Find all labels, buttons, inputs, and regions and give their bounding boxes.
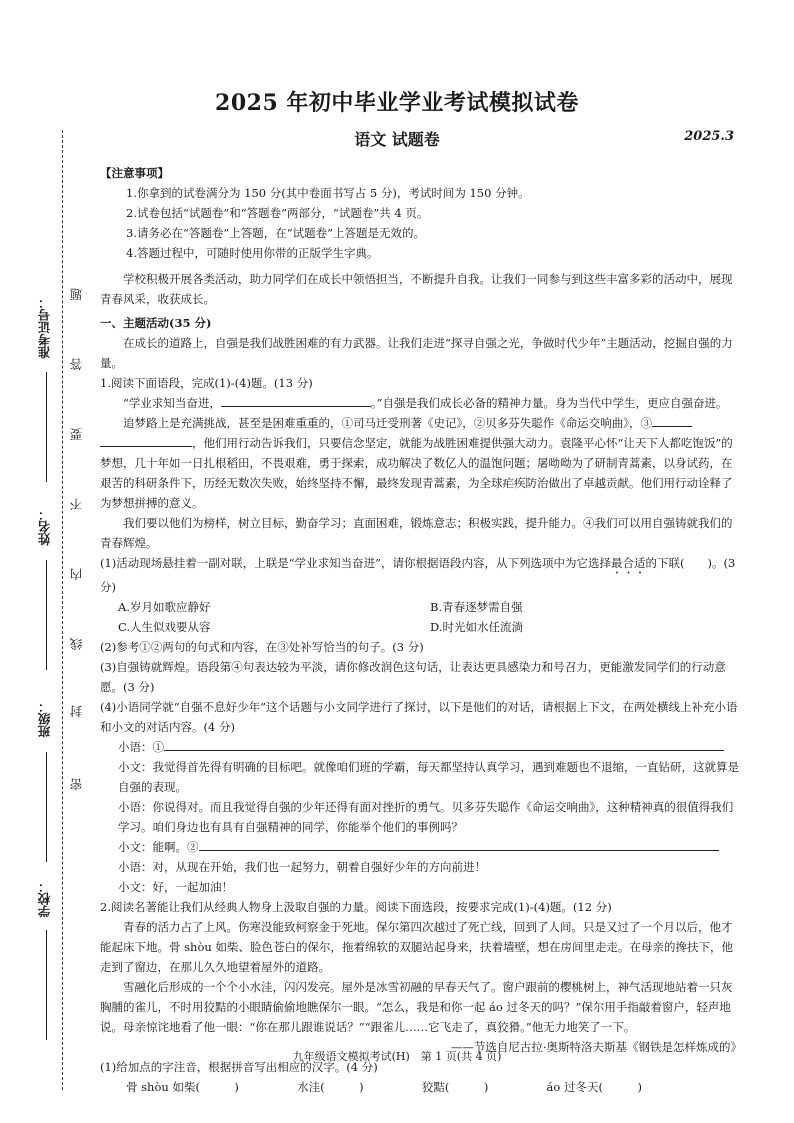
- dialogue-line: 小语：对，从现在开始，我们也一起努力，朝着自强好少年的方向前进！: [118, 860, 486, 874]
- notice-item: 3.请务必在“答题卷”上答题，在“试题卷”上答题是无效的。: [126, 226, 425, 240]
- name-label: 姓名：: [37, 508, 52, 546]
- exam-content: [100, 163, 742, 1097]
- notice-item: 4.答题过程中，可随时使用你带的正版学生字典。: [126, 246, 379, 260]
- section1-intro: 在成长的道路上，自强是我们战胜困难的有力武器。让我们走进“探寻自强之光，争做时代少年”主题活动，挖掘自强的力量。: [100, 336, 733, 370]
- q1-options: [100, 597, 742, 637]
- intro-paragraph: 学校积极开展各类活动，助力同学们在成长中领悟担当，不断提升自我。让我们一同参与到这些丰富多彩的活动中，展现青春风采，收获成长。: [100, 272, 733, 306]
- name-blank: [46, 560, 47, 670]
- dialogue-blank-2[interactable]: [199, 850, 719, 851]
- q1-blank-3b[interactable]: [100, 446, 192, 447]
- exam-number-blank: [46, 372, 47, 482]
- q1-para2-end: ，他们用行动告诉我们，只要信念坚定，就能为战胜困难提供强大动力。袁隆平心怀“让天下人都吃饱饭”的梦想，几十年如一日扎根稻田，不畏艰难，勇于探索，成功解决了数亿人的温饱问题；屠呦呦为了研制青蒿素，以身试药，在艰苦的科研条件下，历经无数次失败，始终坚持不懈，最终发现青蒿素，为全球疟疾防治做出了卓越贡献。他们用行动诠释了为梦想拼搏的意义。: [100, 436, 733, 510]
- section1-heading: 一、主题活动(35 分): [100, 316, 212, 330]
- q1-blank-3a[interactable]: [652, 426, 692, 427]
- dialogue-line: 小文：好，一起加油！: [118, 880, 233, 894]
- school-label: 学校：: [37, 880, 52, 918]
- q1-para1-start: “学业求知当奋进，: [123, 396, 221, 410]
- seal-char: 题: [69, 288, 84, 301]
- exam-date: 2025.3: [684, 129, 734, 144]
- q2-sub1: (1)给加点的字注音，根据拼音写出相应的汉字。(4 分): [100, 1060, 378, 1074]
- option-c[interactable]: C.人生似戏要从容: [118, 620, 211, 634]
- q1-title: 1.阅读下面语段，完成(1)-(4)题。(13 分): [100, 376, 313, 390]
- seal-char: 封: [69, 705, 84, 718]
- pinyin-item[interactable]: 水洼( ): [297, 1080, 364, 1094]
- q1-para2-start: 追梦路上是充满挑战，甚至是困难重重的，①司马迁受刑著《史记》，②贝多芬失聪作《命运交响曲》，③: [123, 416, 652, 430]
- q1-sub4: (4)小语同学就“自强不息好少年”这个话题与小文同学进行了探讨，以下是他们的对话，请根据上下文，在两处横线上补充小语和小文的对话内容。(4 分): [100, 700, 738, 734]
- option-b[interactable]: B.青春逐梦需自强: [430, 600, 523, 614]
- notice-item: 1.你拿到的试卷满分为 150 分(其中卷面书写占 5 分)，考试时间为 150 分钟。: [126, 186, 530, 200]
- school-blank: [46, 930, 47, 1040]
- notice-item: 2.试卷包括“试题卷”和“答题卷”两部分，“试题卷”共 4 页。: [126, 206, 429, 220]
- option-d[interactable]: D.时光如水任流淌: [430, 620, 523, 634]
- q1-sub1-end: 的下联( )。(3 分): [100, 556, 736, 594]
- q1-sub2: (2)参考①②两句的句式和内容，在③处补写恰当的句子。(3 分): [100, 640, 424, 654]
- pinyin-row: [100, 1077, 742, 1097]
- q1-blank-couplet[interactable]: [221, 406, 371, 407]
- pinyin-item[interactable]: 骨 shòu 如柴( ): [126, 1080, 239, 1094]
- dialogue-line: 小文：能啊。②: [118, 840, 199, 854]
- exam-number-label: 准考证号：: [37, 296, 52, 359]
- seal-char: 要: [69, 428, 84, 441]
- seal-char: 密: [69, 778, 84, 791]
- exam-title: 2025 年初中毕业学业考试模拟试卷: [215, 90, 579, 116]
- dialogue-line: 小文：我觉得首先得有明确的目标吧。就像咱们班的学霸，每天都坚持认真学习，遇到难题也不退缩，一直钻研，这就算是自强的表现。: [118, 760, 739, 794]
- binding-dashed-line: [62, 130, 63, 1090]
- notice-heading: 【注意事项】: [100, 166, 169, 180]
- seal-char: 不: [69, 498, 84, 511]
- pinyin-item[interactable]: 狡黠( ): [421, 1080, 489, 1094]
- seal-char: 线: [69, 638, 84, 651]
- dialogue-line: 小语：你说得对。而且我觉得自强的少年还得有面对挫折的勇气。贝多芬失聪作《命运交响曲》，这种精神真的很值得我们学习。咱们身边也有具有自强精神的同学，你能举个他们的事例吗？: [118, 800, 734, 834]
- q1-sub3: (3)自强铸就辉煌。语段第④句表达较为平淡，请你修改润色这句话，让表达更具感染力和号召力，更能激发同学们的行动意愿。(3 分): [100, 660, 726, 694]
- class-label: 班级：: [37, 700, 52, 738]
- class-blank: [46, 752, 47, 862]
- q2-para2: 雪融化后形成的一个个小水洼，闪闪发亮。屋外是冰雪初融的早春天气了。窗户跟前的樱桃树上，神气活现地站着一只灰胸脯的雀儿，不时用狡黠的小眼睛偷偷地瞧保尔一眼。“怎么，我是和你一起 áo 过冬天的吗？”保尔用手指敲着窗户，轻声地说。母亲惊诧地看了他一眼：“你在那儿跟谁说话？”“跟雀儿……它飞走了，真狡猾。”他无力地笑了一下。: [100, 980, 733, 1034]
- dialogue-blank-1[interactable]: [164, 750, 724, 751]
- q2-title: 2.阅读名著能让我们从经典人物身上汲取自强的力量。阅读下面选段，按要求完成(1)-(4)题。(12 分): [100, 900, 612, 914]
- dialogue-line: 小语：①: [118, 740, 164, 754]
- q1-sub1-emphasis: 最合适: [611, 556, 646, 570]
- q2-source: ——节选自尼古拉·奥斯特洛夫斯基《钢铁是怎样炼成的》: [450, 1040, 742, 1054]
- page-footer: 九年级语文模拟考试(H) 第 1 页(共 4 页): [292, 1050, 502, 1063]
- option-a[interactable]: A.岁月如歌应静好: [118, 600, 211, 614]
- pinyin-item[interactable]: áo 过冬天( ): [546, 1080, 642, 1094]
- seal-char: 答: [69, 358, 84, 371]
- q1-para1-end: 。”自强是我们成长必备的精神力量。身为当代中学生，更应自强奋进。: [370, 396, 728, 410]
- q2-para1: 青春的活力占了上风。伤寒没能致柯察金于死地。保尔第四次越过了死亡线，回到了人间。只是又过了一个月以后，他才能起床下地。骨 shòu 如柴、脸色苍白的保尔，拖着绵软的双腿站起身来，扶着墙壁，想在房间里走走。在母亲的搀扶下，他走到了窗边，在那儿久久地望着屋外的道路。: [100, 920, 733, 974]
- seal-char: 内: [69, 568, 84, 581]
- q1-para3: 我们要以他们为榜样，树立目标，勤奋学习；直面困难，锻炼意志；积极实践，提升能力。④我们可以用自强铸就我们的青春辉煌。: [100, 516, 733, 550]
- q1-sub1-start: (1)活动现场悬挂着一副对联，上联是“学业求知当奋进”，请你根据语段内容，从下列选项中为它选择: [100, 556, 612, 570]
- exam-subtitle: 语文 试题卷: [354, 130, 440, 149]
